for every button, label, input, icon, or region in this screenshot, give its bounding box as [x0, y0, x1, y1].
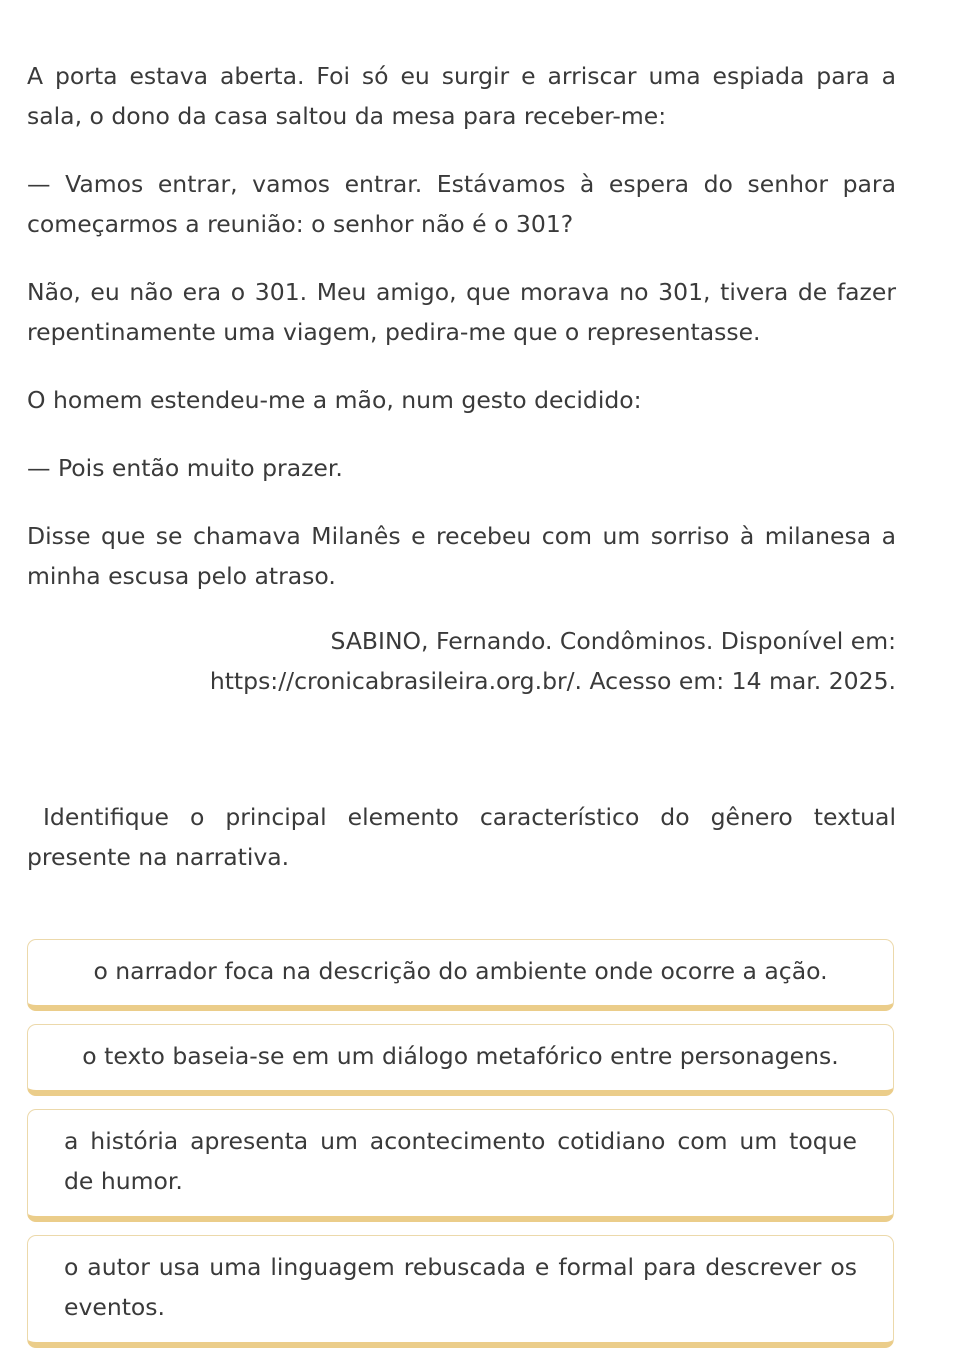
passage-paragraph-1: A porta estava aberta. Foi só eu surgir e arriscar uma espiada para a sala, o dono da casa saltou da mesa para receber-me:	[27, 62, 896, 130]
reading-passage	[27, 56, 896, 624]
answer-option-4-text: o autor usa uma linguagem rebuscada e formal para descrever os eventos.	[64, 1253, 857, 1321]
answer-option-2-text: o texto baseia-se em um diálogo metafórico entre personagens.	[82, 1042, 839, 1070]
passage-paragraph-4: O homem estendeu-me a mão, num gesto decidido:	[27, 386, 642, 414]
question-prompt: Identifique o principal elemento característico do gênero textual presente na narrativa.	[27, 803, 896, 871]
answer-option-4[interactable]	[27, 1235, 894, 1348]
source-citation	[27, 621, 896, 701]
citation-line-1: SABINO, Fernando. Condôminos. Disponível em:	[330, 627, 896, 655]
citation-line-2: https://cronicabrasileira.org.br/. Acesso em: 14 mar. 2025.	[209, 667, 896, 695]
passage-paragraph-5: — Pois então muito prazer.	[27, 454, 343, 482]
answer-option-3[interactable]	[27, 1109, 894, 1222]
answer-option-1-text: o narrador foca na descrição do ambiente onde ocorre a ação.	[93, 957, 828, 985]
answer-option-3-text: a história apresenta um acontecimento cotidiano com um toque de humor.	[64, 1127, 857, 1195]
passage-paragraph-6: Disse que se chamava Milanês e recebeu com um sorriso à milanesa a minha escusa pelo atraso.	[27, 522, 896, 590]
answer-option-1[interactable]	[27, 939, 894, 1011]
answer-option-2[interactable]	[27, 1024, 894, 1096]
passage-paragraph-3: Não, eu não era o 301. Meu amigo, que morava no 301, tivera de fazer repentinamente uma viagem, pedira-me que o representasse.	[27, 278, 896, 346]
passage-paragraph-2: — Vamos entrar, vamos entrar. Estávamos à espera do senhor para começarmos a reunião: o senhor não é o 301?	[27, 170, 896, 238]
